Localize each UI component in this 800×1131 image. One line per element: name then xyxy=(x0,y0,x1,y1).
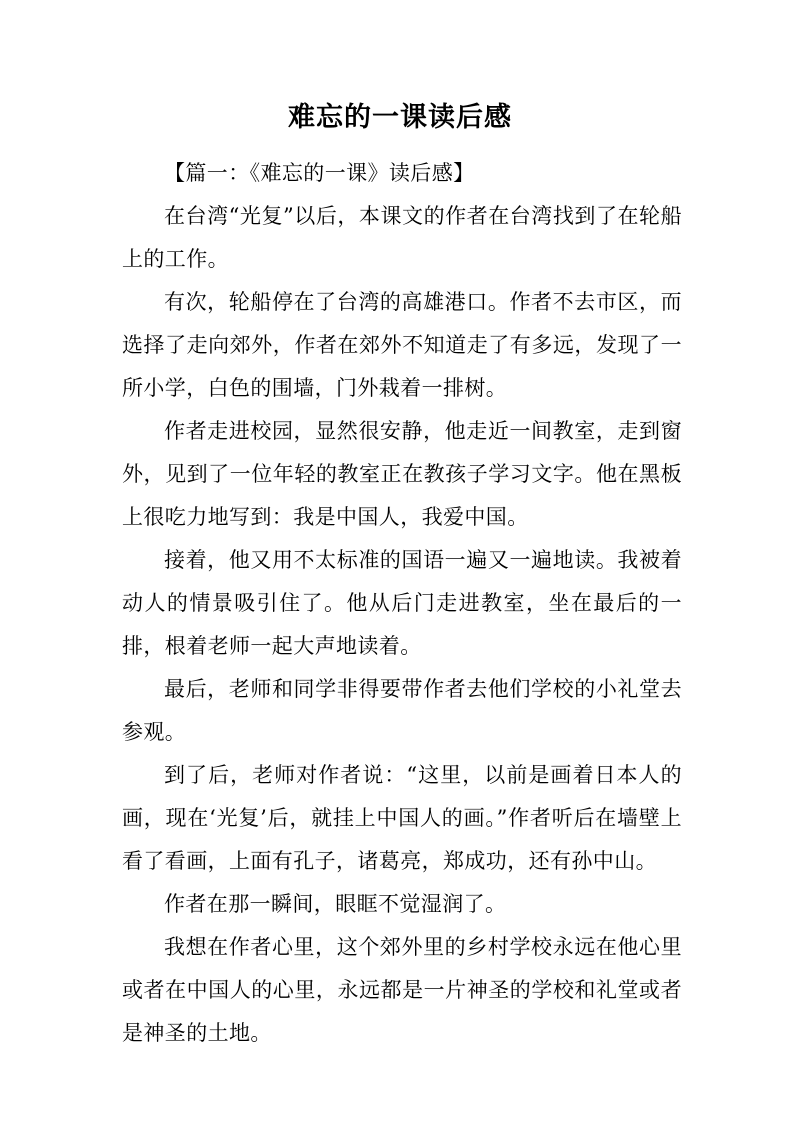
paragraph: 最后，老师和同学非得要带作者去他们学校的小礼堂去参观。 xyxy=(122,677,682,744)
paragraph: 有次，轮船停在了台湾的高雄港口。作者不去市区，而选择了走向郊外，作者在郊外不知道走了有多远，发现了一所小学，白色的围墙，门外栽着一排树。 xyxy=(122,290,682,400)
section-heading: 【篇一：《难忘的一课》读后感】 xyxy=(164,161,475,185)
paragraph: 我想在作者心里，这个郊外里的乡村学校永远在他心里或者在中国人的心里，永远都是一片神圣的学校和礼堂或者是神圣的土地。 xyxy=(122,935,682,1045)
paragraph: 在台湾“光复”以后，本课文的作者在台湾找到了在轮船上的工作。 xyxy=(122,204,682,271)
paragraph: 到了后，老师对作者说：“这里，以前是画着日本人的画，现在‘光复’后，就挂上中国人的画。”作者听后在墙壁上看了看画，上面有孔子，诸葛亮，郑成功，还有孙中山。 xyxy=(122,763,682,873)
paragraph: 接着，他又用不太标准的国语一遍又一遍地读。我被着动人的情景吸引住了。他从后门走进教室，坐在最后的一排，根着老师一起大声地读着。 xyxy=(122,548,682,658)
paragraph: 作者在那一瞬间，眼眶不觉湿润了。 xyxy=(164,892,507,916)
document-body xyxy=(122,152,682,1055)
page-title: 难忘的一课读后感 xyxy=(288,102,512,133)
paragraph: 作者走进校园，显然很安静，他走近一间教室，走到窗外，见到了一位年轻的教室正在教孩子学习文字。他在黑板上很吃力地写到：我是中国人，我爱中国。 xyxy=(122,419,682,529)
